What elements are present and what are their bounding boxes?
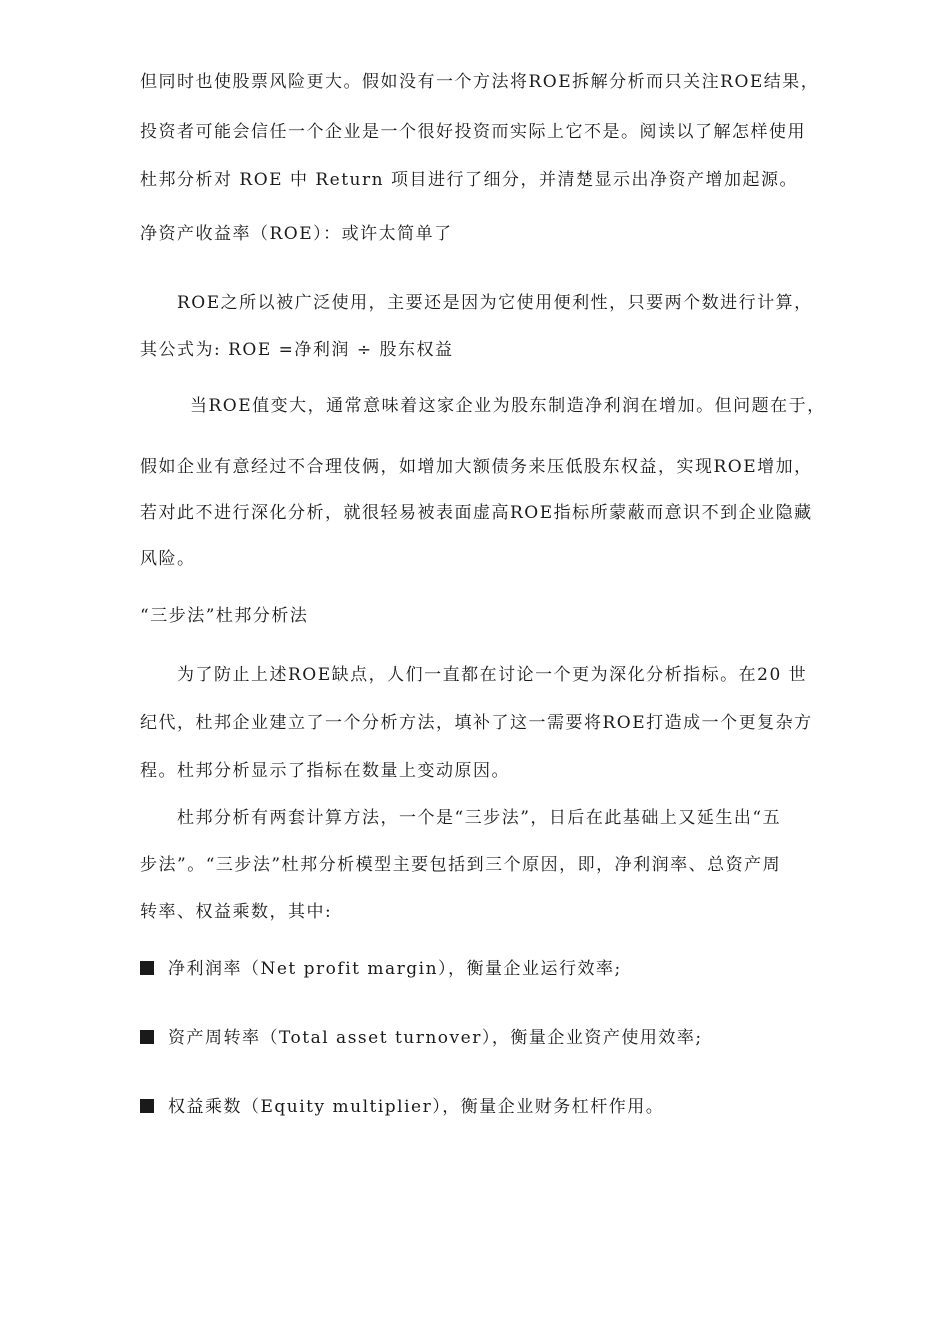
bullet-text: 净利润率（Net profit margin），衡量企业运行效率; <box>168 959 622 979</box>
formula-line: 其公式为: ROE =净利润 ÷ 股东权益 <box>140 340 454 360</box>
paragraph-line: 若对此不进行深化分析，就很轻易被表面虚高ROE指标所蒙蔽而意识不到企业隐藏 <box>140 503 813 523</box>
paragraph-line: 杜邦分析对 ROE 中 Return 项目进行了细分，并清楚显示出净资产增加起源。 <box>140 170 798 190</box>
bullet-text: 权益乘数（Equity multiplier），衡量企业财务杠杆作用。 <box>168 1097 665 1117</box>
paragraph-line: 纪代，杜邦企业建立了一个分析方法，填补了这一需要将ROE打造成一个更复杂方 <box>140 713 813 733</box>
section-heading: 净资产收益率（ROE）：或许太简单了 <box>140 224 453 244</box>
paragraph-line: 为了防止上述ROE缺点，人们一直都在讨论一个更为深化分析指标。在20 世 <box>177 665 808 685</box>
bullet-text: 资产周转率（Total asset turnover），衡量企业资产使用效率; <box>168 1028 703 1048</box>
square-bullet-icon <box>140 961 154 975</box>
paragraph-line: 程。杜邦分析显示了指标在数量上变动原因。 <box>140 761 510 781</box>
paragraph-line: 步法”。“三步法”杜邦分析模型主要包括到三个原因，即，净利润率、总资产周 <box>140 855 782 875</box>
bullet-item <box>140 1095 664 1119</box>
square-bullet-icon <box>140 1030 154 1044</box>
paragraph-line: 假如企业有意经过不合理伎俩，如增加大额债务来压低股东权益，实现ROE增加， <box>140 457 813 477</box>
paragraph-line: 转率、权益乘数，其中: <box>140 902 333 922</box>
square-bullet-icon <box>140 1099 154 1113</box>
bullet-item <box>140 957 622 981</box>
paragraph-line: 但同时也使股票风险更大。假如没有一个方法将ROE拆解分析而只关注ROE结果， <box>140 72 820 92</box>
paragraph-line: ROE之所以被广泛使用，主要还是因为它使用便利性，只要两个数进行计算， <box>177 293 813 313</box>
section-heading: “三步法”杜邦分析法 <box>140 606 309 626</box>
paragraph-line: 投资者可能会信任一个企业是一个很好投资而实际上它不是。阅读以了解怎样使用 <box>140 122 806 142</box>
paragraph-line: 风险。 <box>140 549 196 569</box>
paragraph-line: 当ROE值变大，通常意味着这家企业为股东制造净利润在增加。但问题在于， <box>190 396 826 416</box>
bullet-item <box>140 1026 703 1050</box>
paragraph-line: 杜邦分析有两套计算方法，一个是“三步法”，日后在此基础上又延生出“五 <box>177 808 782 828</box>
